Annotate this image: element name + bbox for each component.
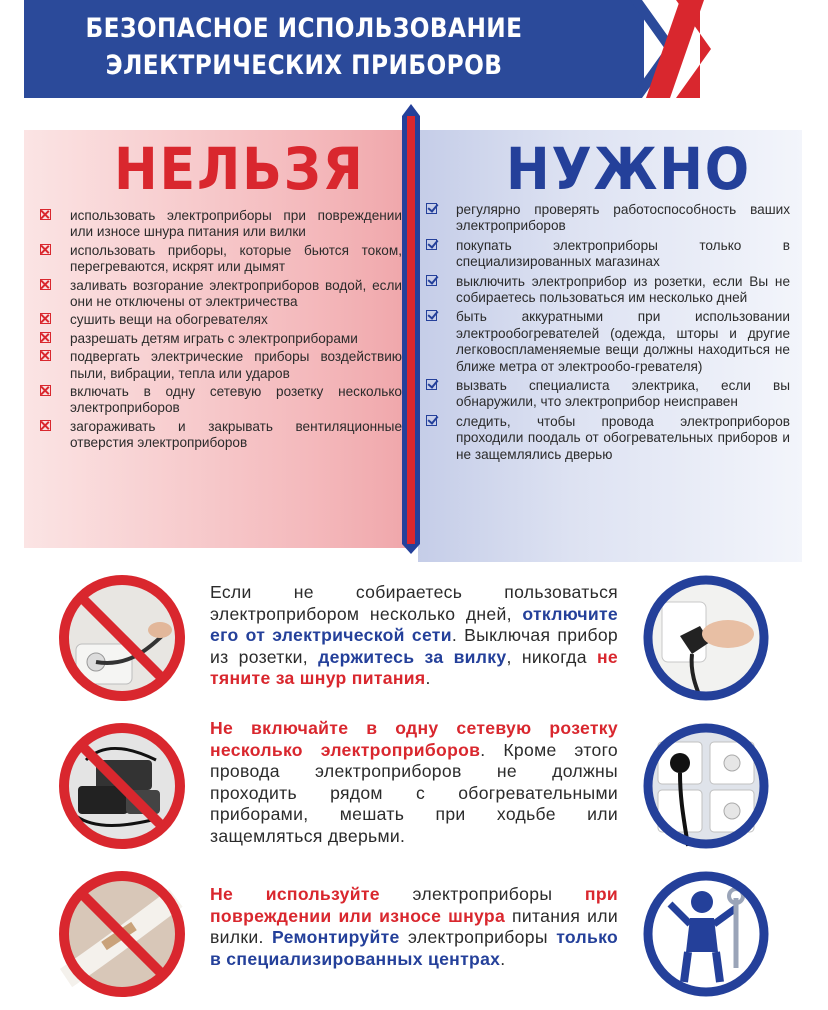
check-box-icon [426,239,437,250]
list-item: разрешать детям играть с электроприборами [40,331,402,347]
list-item: покупать электроприборы только в специализированных магазинах [426,238,790,271]
correct-unplug-icon [640,572,772,704]
forbidden-heading: НЕЛЬЗЯ [114,135,365,203]
tip-unplug: Если не собираетесь пользоваться электроприбором несколько дней, отключите его от электрической сети. Выключая прибор из розетки, держитесь за вилку, никогда не тяните за шнур питания. [210,582,618,688]
check-box-icon [426,310,437,321]
list-item: включать в одну сетевую розетку несколько электроприборов [40,384,402,417]
prohibited-damaged-cord-icon [56,868,188,1000]
tip-one-socket: Не включайте в одну сетевую розетку несколько электроприборов. Кроме этого провода электроприборов не должны проходить рядом с обогревательными приборами, мешать при ходьбе или защемляться дверьми. [210,718,618,846]
tip-damaged-cord: Не используйте электроприборы при повреждении или износе шнура питания или вилки. Ремонтируйте электроприборы только в специализированных центрах. [210,884,618,969]
cross-box-icon [40,244,51,255]
list-item: следить, чтобы провода электроприборов проходили поодаль от обогревательных приборов и не защемлялись дверью [426,414,790,463]
cross-box-icon [40,420,51,431]
repairman-wrench-icon [640,868,772,1000]
prohibited-pulling-cord-icon [56,572,188,704]
check-box-icon [426,203,437,214]
list-item: использовать приборы, которые бьются током, перегреваются, искрят или дымят [40,243,402,276]
forbidden-list [40,208,402,454]
check-box-icon [426,415,437,426]
list-item: заливать возгорание электроприборов водой, если они не отключены от электричества [40,278,402,311]
list-item: загораживать и закрывать вентиляционные отверстия электроприборов [40,419,402,452]
list-item: использовать электроприборы при повреждении или износе шнура питания или вилки [40,208,402,241]
check-box-icon [426,275,437,286]
list-item: быть аккуратными при использовании электрообогревателей (одежда, шторы и другие легковоспламеняемые вещи должны находиться не ближе метра от электрообо-гревателя) [426,309,790,375]
required-heading: НУЖНО [506,135,751,203]
cross-box-icon [40,209,51,220]
page-title: БЕЗОПАСНОЕ ИСПОЛЬЗОВАНИЕ ЭЛЕКТРИЧЕСКИХ ПРИБОРОВ [85,13,523,81]
required-list [426,202,790,466]
list-item: вызвать специалиста электрика, если вы обнаружили, что электроприбор неисправен [426,378,790,411]
check-box-icon [426,379,437,390]
cross-box-icon [40,313,51,324]
prohibited-overloaded-socket-icon [56,720,188,852]
list-item: подвергать электрические приборы воздействию пыли, вибрации, тепла или ударов [40,349,402,382]
list-item: регулярно проверять работоспособность ваших электроприборов [426,202,790,235]
list-item: выключить электроприбор из розетки, если Вы не собираетесь пользоваться им несколько дней [426,274,790,307]
cross-box-icon [40,279,51,290]
cross-box-icon [40,332,51,343]
single-plug-socket-icon [640,720,772,852]
list-item: сушить вещи на обогревателях [40,312,402,328]
cross-box-icon [40,385,51,396]
cross-box-icon [40,350,51,361]
center-divider [400,104,422,554]
